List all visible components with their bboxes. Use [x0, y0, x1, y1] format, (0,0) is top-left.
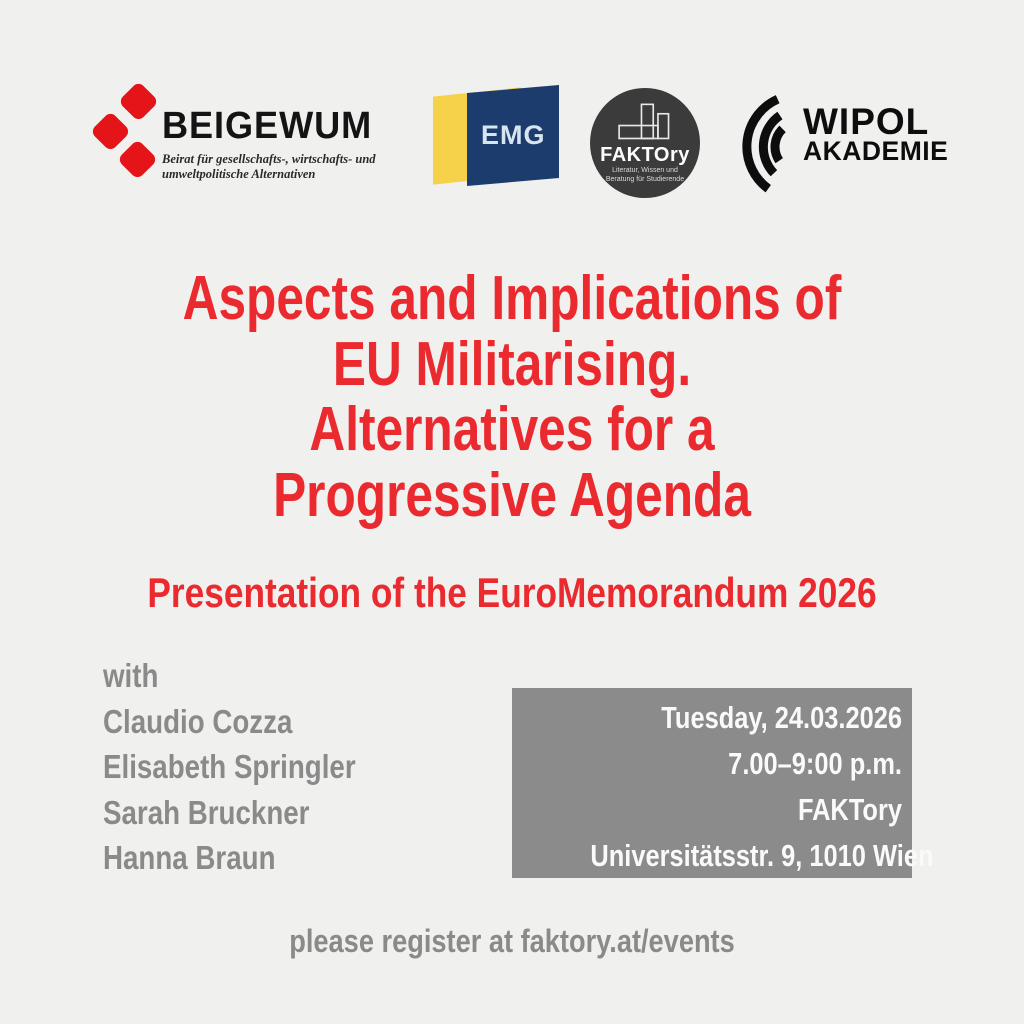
title-line-1: Aspects and Implications of — [182, 264, 842, 333]
wipol-wordmark-line2: AKADEMIE — [803, 136, 949, 166]
faktory-tagline-line1: Literatur, Wissen und — [612, 167, 678, 174]
speakers-list — [103, 653, 356, 881]
event-date: Tuesday, 24.03.2026 — [661, 700, 902, 735]
faktory-tagline-line2: Beratung für Studierende — [605, 176, 685, 183]
beigewum-diamond-icon — [118, 81, 159, 122]
speaker-name: Claudio Cozza — [103, 702, 293, 740]
beigewum-diamond-icon — [117, 139, 158, 180]
event-venue: FAKTory — [797, 792, 902, 827]
beigewum-logo — [88, 83, 408, 195]
speaker-name: Elisabeth Springler — [103, 748, 356, 785]
beigewum-diamond-icon — [90, 111, 131, 152]
faktory-wordmark: FAKTOry — [600, 144, 690, 166]
emg-logo — [433, 82, 565, 184]
event-info-box — [512, 688, 934, 878]
title-line-4: Progressive Agenda — [273, 460, 751, 530]
registration-note: please register at faktory.at/events — [289, 923, 735, 959]
beigewum-tagline-line2: umweltpolitische Alternativen — [162, 167, 316, 181]
emg-wordmark: EMG — [480, 120, 546, 151]
speaker-name: Hanna Braun — [103, 839, 276, 876]
beigewum-wordmark: BEIGEWUM — [162, 105, 373, 147]
wipol-akademie-logo — [733, 93, 953, 193]
event-subtitle: Presentation of the EuroMemorandum 2026 — [147, 569, 877, 616]
sound-waves-icon — [733, 93, 795, 193]
books-icon — [613, 102, 677, 142]
title-line-2: EU Militarising. — [332, 329, 692, 399]
title-line-3: Alternatives for a — [309, 395, 715, 464]
event-time: 7.00–9:00 p.m. — [728, 746, 902, 781]
beigewum-tagline-line1: Beirat für gesellschafts-, wirtschafts- und — [162, 152, 376, 166]
emg-navy-square-icon — [467, 85, 559, 186]
wipol-wordmark-line1: WIPOL — [803, 101, 930, 142]
speakers-label: with — [103, 657, 159, 694]
faktory-logo — [590, 88, 700, 198]
event-address: Universitätsstr. 9, 1010 Wien — [590, 838, 934, 873]
speaker-name: Sarah Bruckner — [103, 793, 310, 831]
event-title — [102, 266, 921, 528]
